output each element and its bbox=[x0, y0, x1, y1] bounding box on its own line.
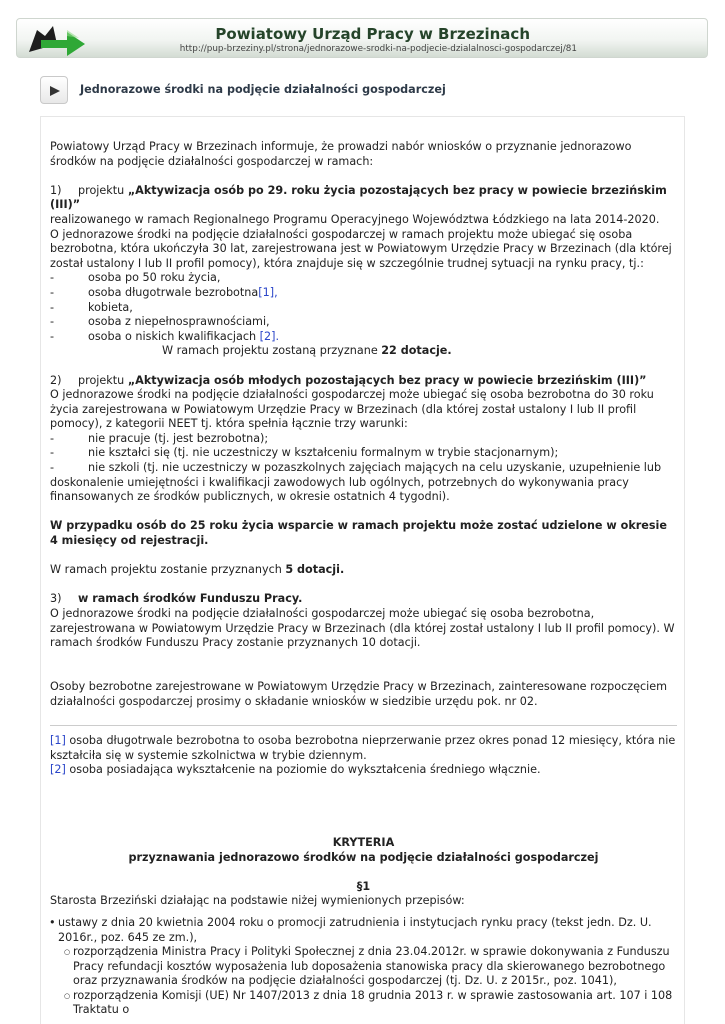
list-item: - nie szkoli (tj. nie uczestniczy w pozaszkolnych zajęciach mających na celu uzyskanie, uzupełnienie lub doskonalenie umiejętności i kwalifikacji zawodowych lub ogólnych, potrzebnych do wykonywania pracy finansowanych ze środków publicznych, w okresie ostatnich 4 tygodni). bbox=[50, 461, 662, 504]
project-1-description: O jednorazowe środki na podjęcie działalności gospodarczej w ramach projektu może ubiegać się osoba bezrobotna, która ukończyła 30 lat, zarejestrowana jest w Powiatowym Urzędzie Pracy w Brzezinach (dla której został ustalony I lub II profil pomocy), która znajduje się w szczególnie trudnej sytuacji na rynku pracy, tj.: bbox=[50, 227, 672, 270]
project-1-program: realizowanego w ramach Regionalnego Programu Operacyjnego Województwa Łódzkiego na lata 2014-2020. bbox=[50, 212, 660, 226]
footnote-1: [1] osoba długotrwale bezrobotna to osoba bezrobotna nieprzerwanie przez okres ponad 12 miesięcy, która nie kształciła się w systemie szkolnictwa w trybie dziennym. bbox=[50, 734, 676, 762]
criteria-heading: KRYTERIA bbox=[332, 835, 395, 849]
list-item: - nie kształci się (tj. nie uczestniczy w kształceniu formalnym w trybie stacjonarnym); bbox=[50, 446, 559, 460]
list-item: - osoba o niskich kwalifikacjach [2]. bbox=[50, 329, 280, 343]
project-1-grants: W ramach projektu zostaną przyznane 22 dotacje. bbox=[162, 344, 452, 358]
article-content bbox=[50, 140, 677, 1018]
list-item: - osoba długotrwale bezrobotna[1], bbox=[50, 285, 278, 299]
project-2-notice: W przypadku osób do 25 roku życia wsparcie w ramach projektu może zostać udzielone w okresie 4 miesięcy od rejestracji. bbox=[50, 519, 667, 548]
list-item: - osoba z niepełnosprawnościami, bbox=[50, 315, 270, 329]
section-3-heading bbox=[50, 592, 677, 607]
footnote-link-2[interactable]: [2]. bbox=[259, 329, 280, 343]
footnote-2: [2] osoba posiadająca wykształcenie na poziomie do wykształcenia średniego włącznie. bbox=[50, 763, 541, 777]
closing-paragraph: Osoby bezrobotne zarejestrowane w Powiatowym Urzędzie Pracy w Brzezinach, zainteresowane rozpoczęciem działalności gospodarczej prosimy o składanie wniosków w siedzibie urzędu pok. nr 02. bbox=[50, 679, 668, 708]
law-list bbox=[50, 916, 677, 1018]
sub-law-list bbox=[58, 945, 677, 1018]
article-arrow-button[interactable] bbox=[40, 76, 68, 104]
footnote-divider bbox=[50, 725, 677, 726]
footnote-link-1[interactable]: [1], bbox=[258, 285, 278, 299]
project-2-description: O jednorazowe środki na podjęcie działalności gospodarczej może ubiegać się osoba bezrobotna do 30 roku życia zarejestrowana w Powiatowym Urzędzie Pracy w Brzezinach (dla której został ustalony I lub II profil pomocy), z kategorii NEET tj. która spełnia łącznie trzy warunki: bbox=[50, 388, 654, 431]
site-url: http://pup-brzeziny.pl/strona/jednorazowe-srodki-na-podjecie-dzialalnosci-gospodarczej/81 bbox=[179, 44, 577, 54]
section-3-title: w ramach środków Funduszu Pracy. bbox=[78, 592, 303, 606]
section-3-description: O jednorazowe środki na podjęcie działalności gospodarczej może ubiegać się osoba bezrobotna, zarejestrowana w Powiatowym Urzędzie Pracy w Brzezinach (dla której został ustalony I lub II profil pomocy). W ramach środków Funduszu Pracy zostanie przyznanych 10 dotacji. bbox=[50, 607, 675, 650]
project-2-title: „Aktywizacja osób młodych pozostających bez pracy w powiecie brzezińskim (III)” bbox=[127, 373, 647, 387]
intro-paragraph: Powiatowy Urząd Pracy w Brzezinach informuje, że prowadzi nabór wniosków o przyznanie jednorazowo środków na podjęcie działalności gospodarczej w ramach: bbox=[50, 140, 632, 168]
section-3-number: 3) bbox=[50, 592, 62, 606]
criteria-subheading: przyznawania jednorazowo środków na podjęcie działalności gospodarczej bbox=[128, 850, 599, 864]
footnote-ref-2[interactable]: [2] bbox=[50, 763, 66, 777]
article-header bbox=[40, 76, 685, 104]
list-item: - osoba po 50 roku życia, bbox=[50, 271, 221, 285]
article-title: Jednorazowe środki na podjęcie działalności gospodarczej bbox=[80, 83, 446, 96]
project-2-grants: W ramach projektu zostanie przyznanych 5 dotacji. bbox=[50, 563, 345, 577]
project-1-number: 1) bbox=[50, 183, 62, 197]
project-2-number: 2) bbox=[50, 373, 62, 387]
site-header bbox=[16, 18, 708, 58]
play-arrow-icon bbox=[49, 85, 61, 97]
criteria-section: §1 bbox=[356, 879, 371, 893]
project-1-title: „Aktywizacja osób po 29. roku życia pozostających bez pracy w powiecie brzezińskim (III)” bbox=[50, 183, 667, 212]
list-item: ○ rozporządzenia Ministra Pracy i Polityki Społecznej z dnia 23.04.2012r. w sprawie dokonywania z Funduszu Pracy refundacji kosztów wyposażenia lub doposażenia stanowiska pracy dla skierowanego bezrobotnego oraz przyznawania środków na podjęcie działalności gospodarczej (tj. Dz. U. z 2015r., poz. 1041), bbox=[65, 945, 677, 989]
project-1-prefix: projektu bbox=[78, 183, 128, 197]
site-title: Powiatowy Urząd Pracy w Brzezinach bbox=[215, 25, 530, 43]
project-1-heading bbox=[50, 184, 677, 213]
list-item: - kobieta, bbox=[50, 300, 133, 314]
list-item: • ustawy z dnia 20 kwietnia 2004 roku o promocji zatrudnienia i instytucjach rynku pracy (tekst jedn. Dz. U. 2016r., poz. 645 ze zm.), ○ rozporządzenia Ministra Pracy i Polityki Społecznej z dnia 23.04.2012r. w sprawie dokonywania z Funduszu Pracy refundacji kosztów wyposażenia lub doposażenia stanowiska pracy dla skierowanego bezrobotnego oraz przyznawania środków na podjęcie działalności gospodarczej (tj. Dz. U. z 2015r., poz. 1041), ○ rozporządzenia Komisji (UE) Nr 1407/2013 z dnia 18 grudnia 2013 r. w sprawie zastosowania art. 107 i 108 Traktatu o bbox=[50, 916, 677, 1018]
list-item: ○ rozporządzenia Komisji (UE) Nr 1407/2013 z dnia 18 grudnia 2013 r. w sprawie zastosowania art. 107 i 108 Traktatu o bbox=[65, 989, 677, 1018]
criteria-lead: Starosta Brzeziński działając na podstawie niżej wymienionych przepisów: bbox=[50, 894, 465, 908]
list-item: - nie pracuje (tj. jest bezrobotna); bbox=[50, 431, 269, 445]
project-2-heading: 2) projektu „Aktywizacja osób młodych pozostających bez pracy w powiecie brzezińskim (III)” bbox=[50, 373, 647, 387]
footnote-ref-1[interactable]: [1] bbox=[50, 734, 66, 748]
